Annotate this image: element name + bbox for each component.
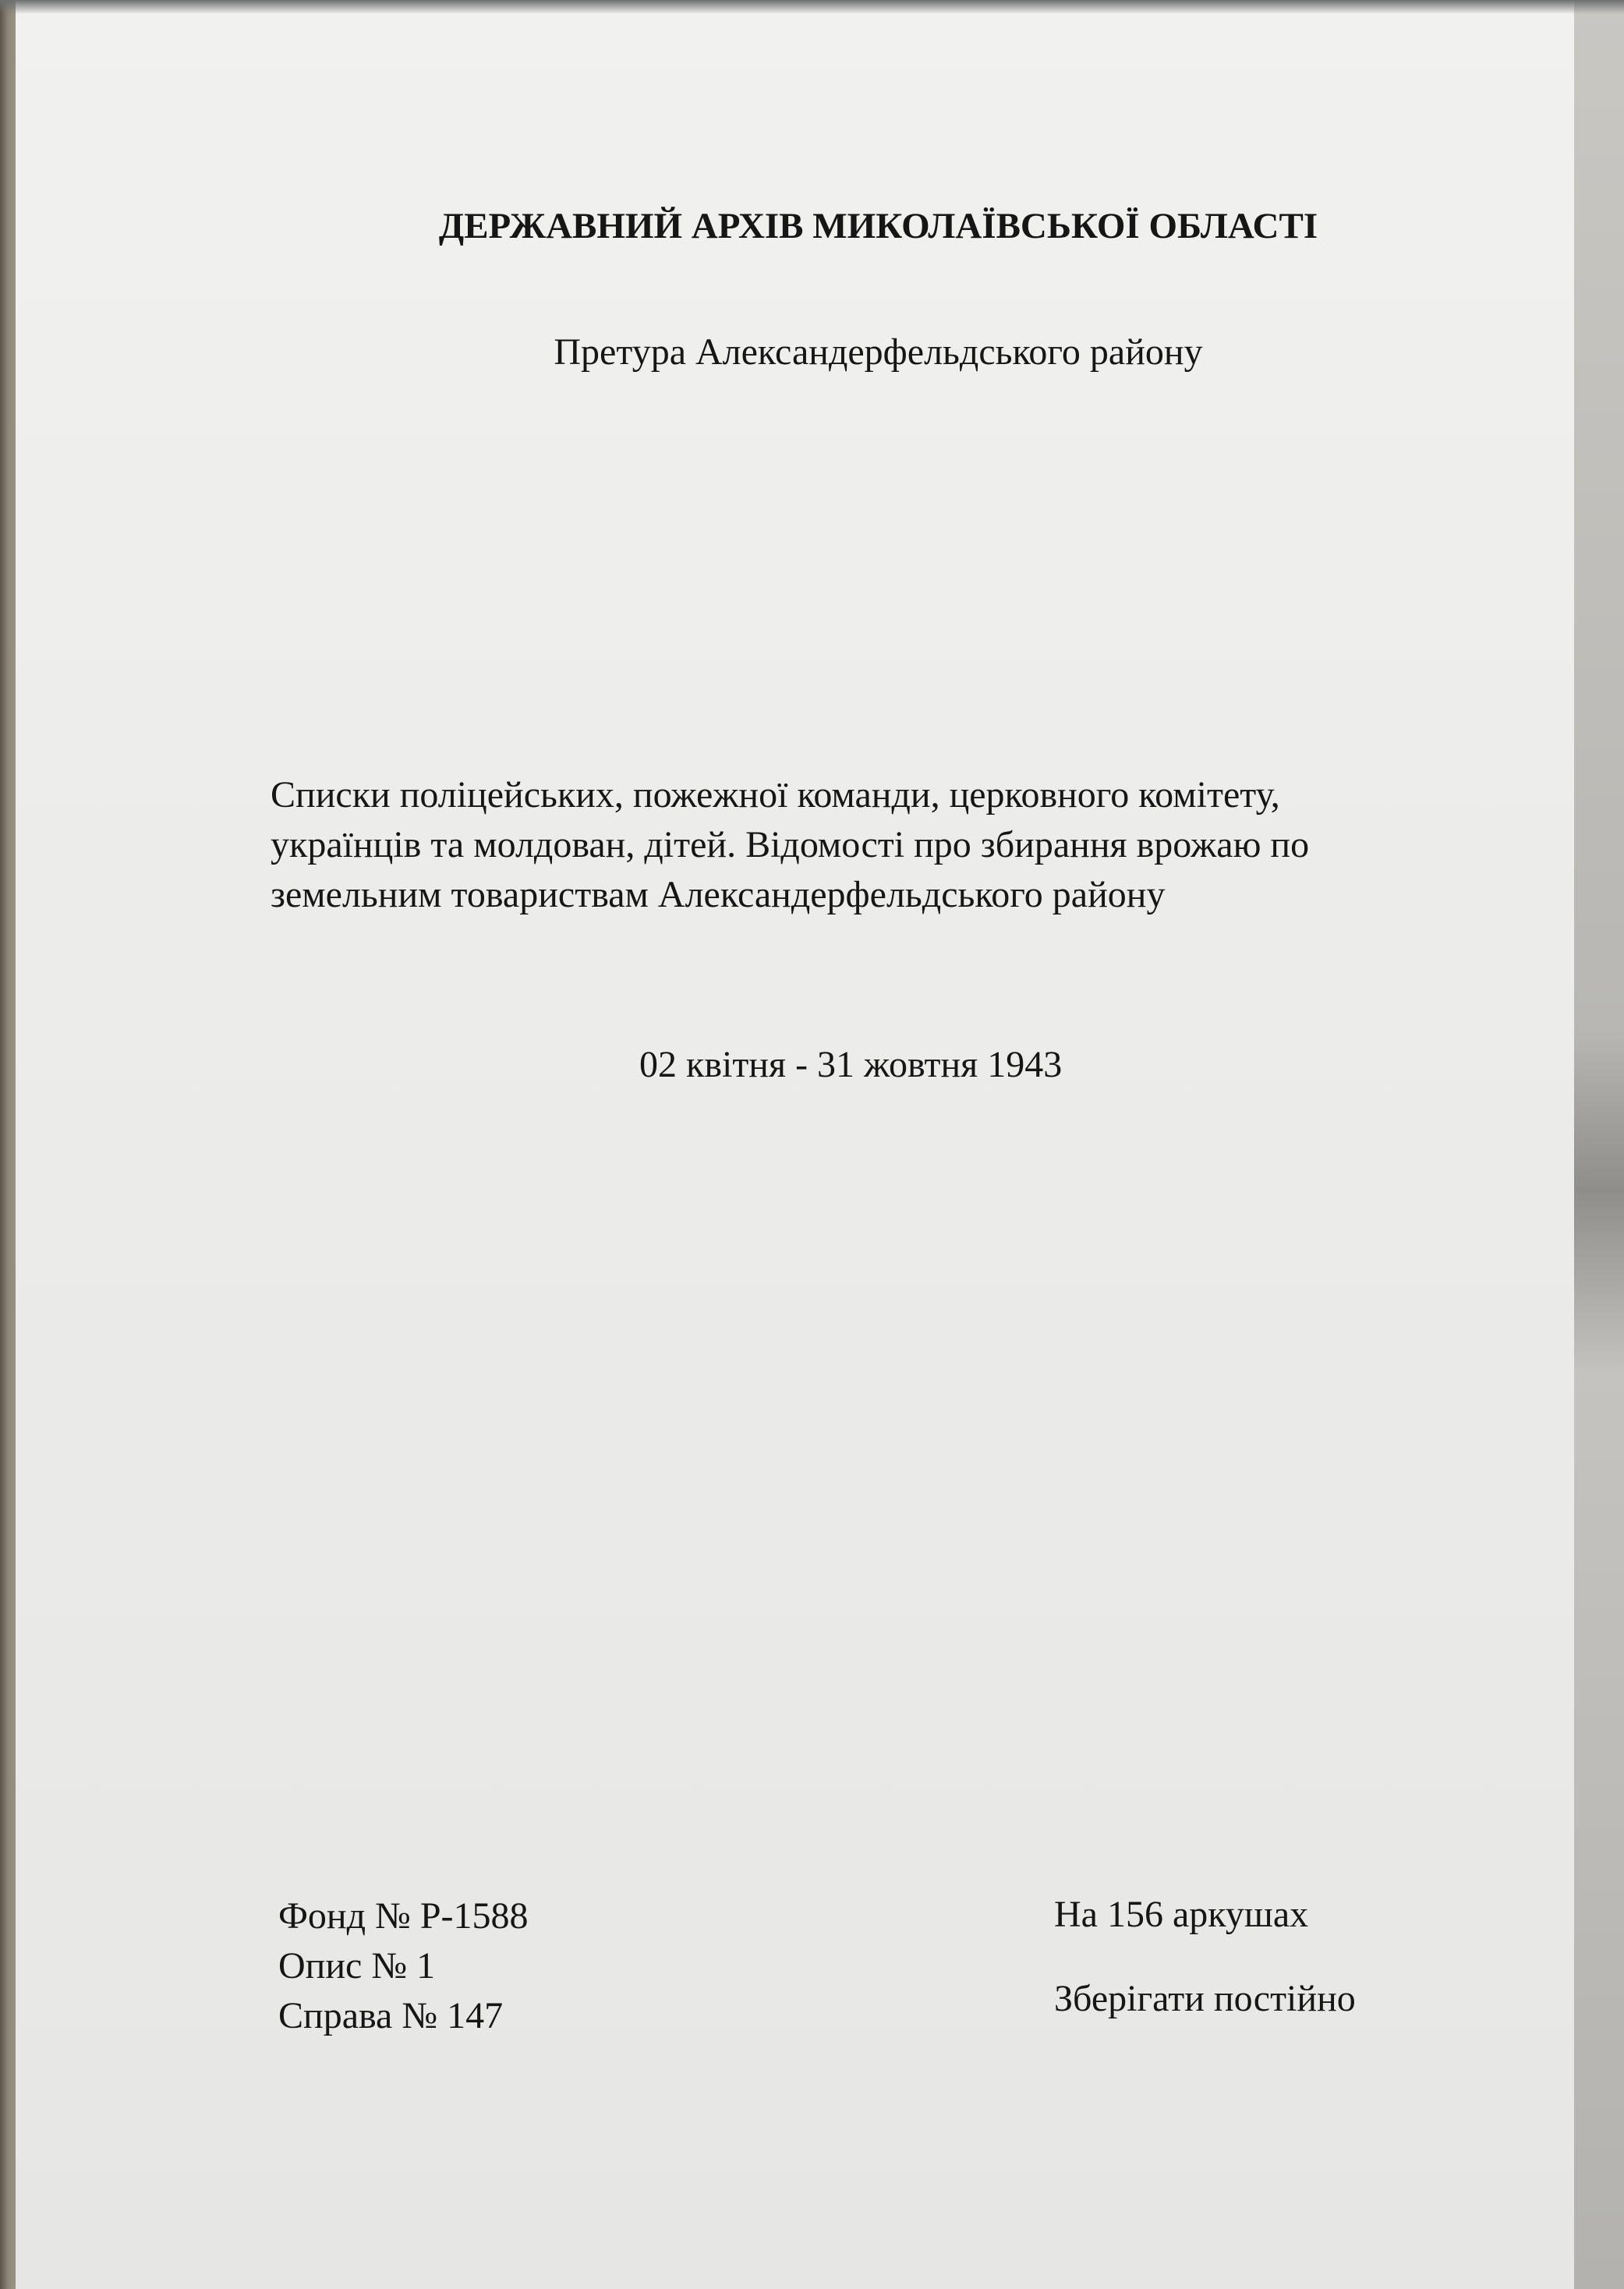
case-dates: 02 квітня - 31 жовтня 1943 [639, 1044, 1063, 1085]
case-title-line: земельним товариствам Александерфельдського району [271, 874, 1166, 915]
case-title [271, 770, 1309, 920]
top-shadow [0, 0, 1624, 14]
case-title-line: Списки поліцейських, пожежної команди, церковного комітету, [271, 774, 1280, 815]
reference-block [278, 1891, 529, 2041]
sheet-count: На 156 аркушах [1054, 1894, 1309, 1935]
inventory-number: Опис № 1 [278, 1945, 436, 1987]
fund-number: Фонд № Р-1588 [278, 1895, 529, 1937]
archive-title: ДЕРЖАВНИЙ АРХІВ МИКОЛАЇВСЬКОЇ ОБЛАСТІ [438, 206, 1318, 246]
case-number: Справа № 147 [278, 1995, 504, 2036]
retention-note: Зберігати постійно [1054, 1978, 1356, 2019]
fund-name: Претура Александерфельдського району [554, 331, 1203, 373]
case-title-line: українців та молдован, дітей. Відомості про збирання врожаю по [271, 824, 1310, 865]
